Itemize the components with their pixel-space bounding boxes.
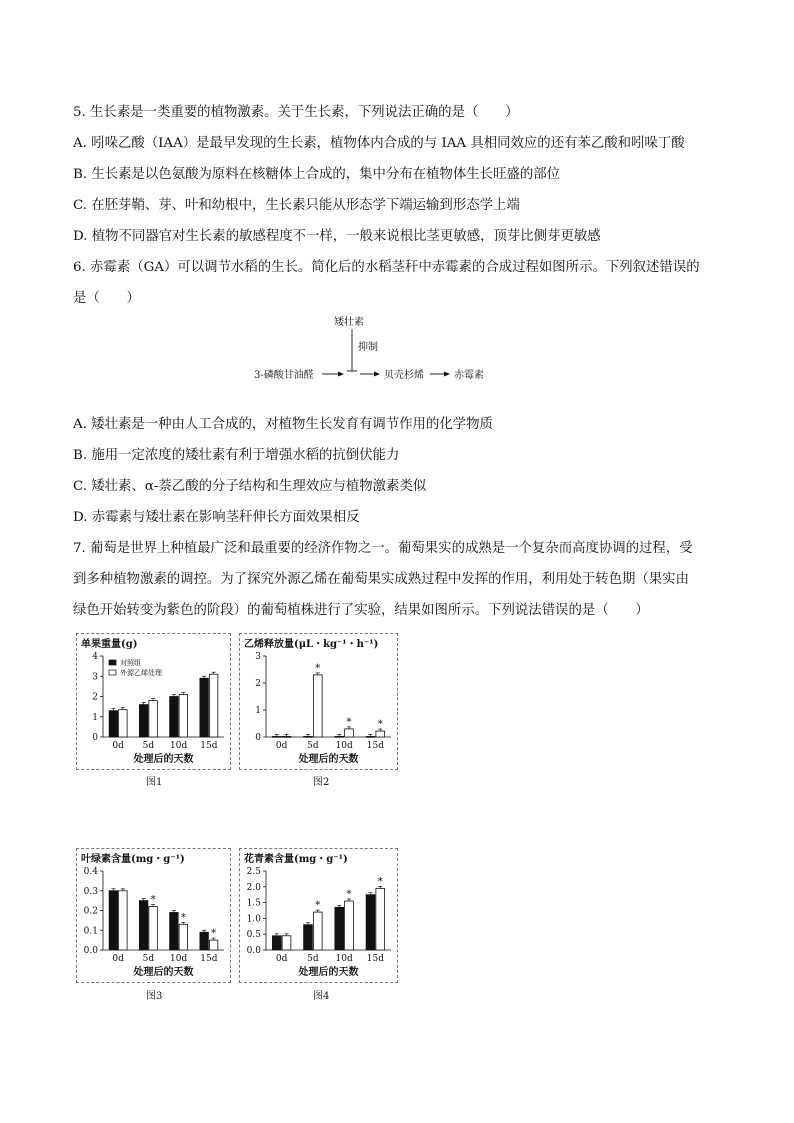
caption-fig1: 图1 [146,777,163,788]
bar-treated [376,888,385,950]
bar-control [139,901,147,950]
x-tick-label: 0d [275,954,288,964]
bar-control [304,925,313,950]
y-tick-label: 1.0 [246,914,261,925]
y-tick-label: 1 [255,706,261,716]
diagram-label-end: 赤霉素 [454,370,484,381]
x-axis-label: 处理后的天数 [133,967,194,978]
x-axis-label: 处理后的天数 [133,754,194,765]
y-tick-label: 1.5 [246,898,261,909]
q5-option-c: C. 在胚芽鞘、芽、叶和幼根中，生长素只能从形态学下端运输到形态学上端 [73,198,520,213]
bar-control [272,736,281,737]
q7-stem-line3: 绿色开始转变为紫色的阶段）的葡萄植株进行了实验，结果如图所示。下列说法错误的是（ ） [73,603,649,618]
x-tick-label: 15d [200,741,218,751]
significance-star: * [315,900,321,912]
arrow-1-head [338,372,344,377]
bar-treated [119,710,127,737]
significance-star: * [211,928,217,940]
bar-treated [149,701,157,737]
y-tick-label: 2 [255,679,261,689]
q6-option-d: D. 赤霉素与矮壮素在影响茎秆伸长方面效果相反 [73,510,360,525]
x-tick-label: 10d [170,954,188,964]
x-tick-label: 15d [366,954,384,964]
bar-control [335,907,344,950]
y-tick-label: 0.3 [83,886,98,897]
significance-star: * [346,889,352,901]
bar-treated [209,674,217,737]
bar-treated [345,729,354,737]
x-tick-label: 10d [335,954,353,964]
chart-chlorophyll [77,849,230,982]
arrow-2-head [374,372,380,377]
chart-title: 叶绿素含量(mg・g⁻¹) [81,854,185,865]
bar-treated [376,731,385,737]
ga-synthesis-diagram [250,313,530,383]
bar-control [366,895,375,950]
bar-treated [179,924,187,950]
q6-option-b: B. 施用一定浓度的矮壮素有利于增强水稻的抗倒伏能力 [73,448,400,463]
q6-stem-line2: 是（ ） [73,291,140,306]
bar-treated [282,936,291,950]
bar-control [304,736,313,737]
x-tick-label: 0d [112,954,124,964]
q5-stem: 5. 生长素是一类重要的植物激素。关于生长素，下列说法正确的是（ ） [73,105,519,120]
caption-fig2: 图2 [313,777,330,788]
bar-treated [179,694,187,737]
q5-option-a: A. 吲哚乙酸（IAA）是最早发现的生长素，植物体内合成的与 IAA 具相同效应的还有苯乙酸和吲哚丁酸 [73,136,685,151]
y-tick-label: 0 [255,733,261,743]
x-tick-label: 0d [275,741,288,751]
bar-control [170,697,178,738]
y-tick-label: 0.0 [83,946,98,956]
significance-star: * [150,894,156,906]
diagram-label-inhibit: 抑制 [358,342,378,353]
legend-label: 对照组 [120,659,141,667]
significance-star: * [315,662,321,674]
chart-fig3-box [76,848,231,983]
q6-option-a: A. 矮壮素是一种由人工合成的，对植物生长发育有调节作用的化学物质 [73,417,493,432]
chart-title: 单果重量(g) [81,639,138,650]
q5-option-d: D. 植物不同器官对生长素的敏感程度不一样，一般来说根比茎更敏感，顶芽比侧芽更敏感 [73,229,601,244]
x-tick-label: 5d [142,741,155,751]
bar-control [139,705,147,737]
bar-control [170,912,178,950]
caption-fig4: 图4 [313,991,330,1002]
bar-treated [282,736,291,737]
diagram-label-mid: 贝壳杉烯 [384,370,424,381]
bar-control [272,936,281,950]
x-axis-label: 处理后的天数 [298,754,359,765]
chart-fruit-weight [77,634,230,769]
chart-title: 乙烯释放量(μL・kg⁻¹・h⁻¹) [244,639,379,650]
x-tick-label: 15d [200,954,218,964]
chart-ethylene-release [240,634,397,769]
bar-treated [345,901,354,950]
y-tick-label: 2 [92,692,98,703]
bar-treated [119,891,127,950]
y-tick-label: 2.5 [246,867,261,877]
bar-treated [313,675,322,737]
bar-control [366,736,375,737]
bar-control [109,711,117,737]
y-tick-label: 2.0 [246,882,261,893]
y-tick-label: 0.5 [246,930,261,941]
significance-star: * [180,912,186,924]
q6-stem-line1: 6. 赤霉素（GA）可以调节水稻的生长。简化后的水稻茎秆中赤霉素的合成过程如图所示。下列叙述错误的 [73,260,700,275]
x-tick-label: 0d [112,741,124,751]
arrow-3-head [444,372,450,377]
y-tick-label: 3 [255,652,261,662]
chart-fig2-box [239,633,398,770]
bar-control [335,736,344,737]
y-tick-label: 0.4 [83,867,98,877]
y-tick-label: 4 [92,652,98,662]
diagram-label-start: 3-磷酸甘油醛 [254,370,314,381]
q7-stem-line1: 7. 葡萄是世界上种植最广泛和最重要的经济作物之一。葡萄果实的成熟是一个复杂而高度协调的过程，受 [73,541,693,556]
chart-anthocyanin [240,849,397,982]
x-tick-label: 10d [335,741,353,751]
legend-label: 外源乙烯处理 [120,669,162,677]
q5-option-b: B. 生长素是以色氨酸为原料在核糖体上合成的，集中分布在植物体生长旺盛的部位 [73,167,561,182]
y-tick-label: 0.2 [83,906,98,917]
significance-star: * [377,876,383,888]
bar-treated [209,940,217,950]
x-tick-label: 10d [170,741,188,751]
chart-fig4-box [239,848,398,983]
significance-star: * [346,716,352,728]
diagram-label-top: 矮壮素 [334,317,364,328]
q7-stem-line2: 到多种植物激素的调控。为了探究外源乙烯在葡萄果实成熟过程中发挥的作用，利用处于转色期（果实由 [73,572,689,587]
chart-fig1-box [76,633,231,770]
x-tick-label: 15d [366,741,384,751]
bar-control [200,678,208,737]
x-axis-label: 处理后的天数 [298,967,359,978]
y-tick-label: 3 [92,672,98,683]
x-tick-label: 5d [307,954,319,964]
x-tick-label: 5d [307,741,319,751]
y-tick-label: 0.1 [83,926,98,937]
bar-control [200,932,208,950]
bar-treated [149,907,157,950]
y-tick-label: 1 [92,712,98,723]
legend-swatch [109,670,116,675]
legend-swatch [109,660,116,665]
caption-fig3: 图3 [146,991,163,1002]
significance-star: * [377,719,383,731]
bar-control [109,891,117,950]
q6-option-c: C. 矮壮素、α-萘乙酸的分子结构和生理效应与植物激素类似 [73,479,427,494]
y-tick-label: 0 [92,733,98,743]
y-tick-label: 0.0 [246,946,261,956]
x-tick-label: 5d [142,954,155,964]
bar-treated [313,912,322,950]
chart-title: 花青素含量(mg・g⁻¹) [244,854,348,865]
